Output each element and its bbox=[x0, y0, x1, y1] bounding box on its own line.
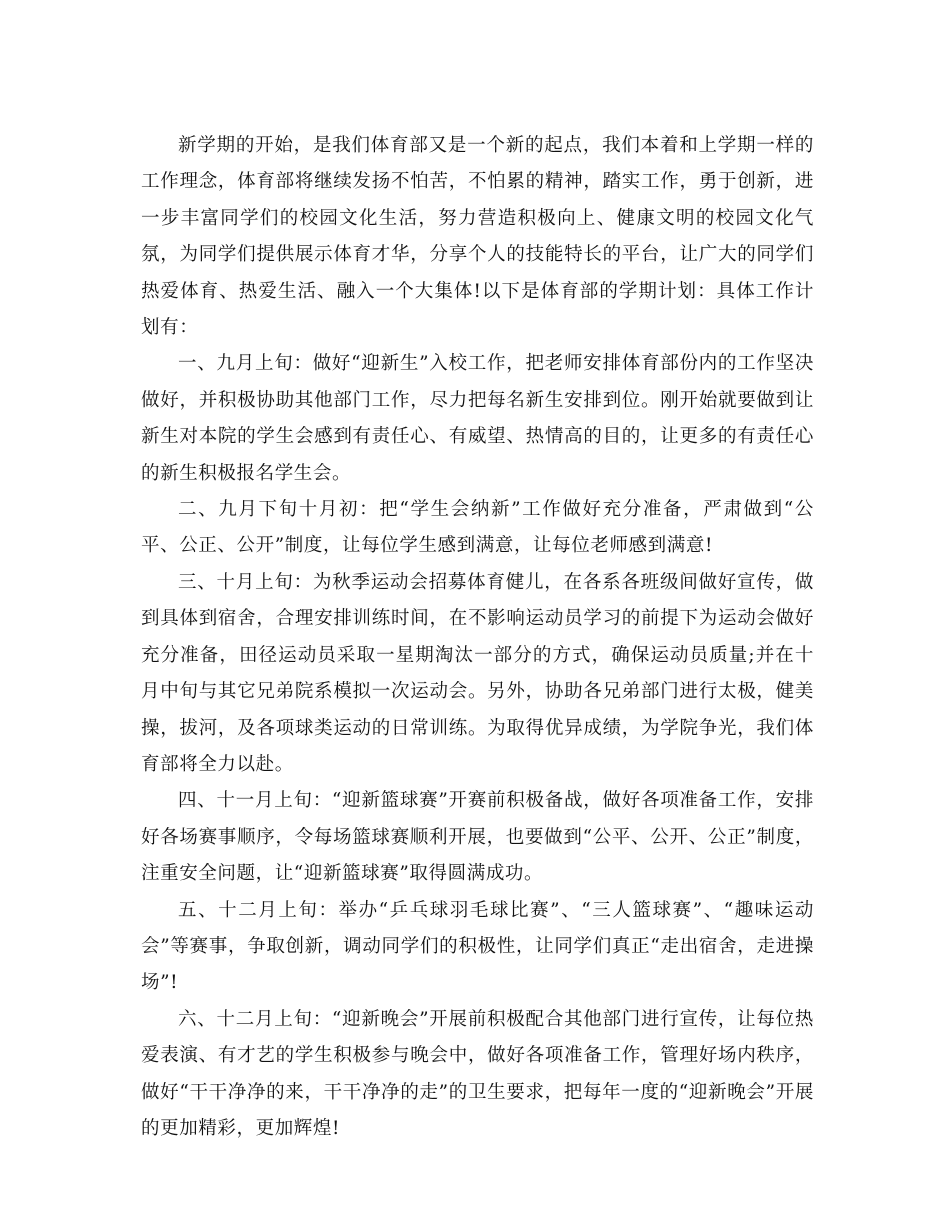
plan-item-september-late: 二、九月下旬十月初：把“学生会纳新”工作做好充分准备，严肃做到“公平、公正、公开”制度，让每位学生感到满意，让每位老师感到满意! bbox=[141, 499, 814, 557]
plan-item-september-early: 一、九月上旬：做好“迎新生”入校工作，把老师安排体育部份内的工作坚决做好，并积极协助其他部门工作，尽力把每名新生安排到位。刚开始就要做到让新生对本院的学生会感到有责任心、有威望、热情高的目的，让更多的有责任心的新生积极报名学生会。 bbox=[141, 353, 814, 484]
plan-item-december-early-sports: 五、十二月上旬：举办“乒乓球羽毛球比赛”、“三人篮球赛”、“趣味运动会”等赛事，争取创新，调动同学们的积极性，让同学们真正“走出宿舍，走进操场”! bbox=[141, 899, 814, 994]
document-page bbox=[141, 128, 814, 1147]
plan-item-october-early: 三、十月上旬：为秋季运动会招募体育健儿，在各系各班级间做好宣传，做到具体到宿舍，合理安排训练时间，在不影响运动员学习的前提下为运动会做好充分准备，田径运动员采取一星期淘汰一部分的方式，确保运动员质量;并在十月中旬与其它兄弟院系模拟一次运动会。另外，协助各兄弟部门进行太极，健美操，拔河，及各项球类运动的日常训练。为取得优异成绩，为学院争光，我们体育部将全力以赴。 bbox=[141, 571, 814, 775]
intro-paragraph: 新学期的开始，是我们体育部又是一个新的起点，我们本着和上学期一样的工作理念，体育部将继续发扬不怕苦，不怕累的精神，踏实工作，勇于创新，进一步丰富同学们的校园文化生活，努力营造积极向上、健康文明的校园文化气氛，为同学们提供展示体育才华，分享个人的技能特长的平台，让广大的同学们热爱体育、热爱生活、融入一个大集体!以下是体育部的学期计划：具体工作计划有： bbox=[141, 135, 814, 339]
plan-item-december-early-gala: 六、十二月上旬：“迎新晚会”开展前积极配合其他部门进行宣传，让每位热爱表演、有才艺的学生积极参与晚会中，做好各项准备工作，管理好场内秩序，做好“干干净净的来，干干净净的走”的卫生要求，把每年一度的“迎新晚会”开展的更加精彩，更加辉煌! bbox=[141, 1008, 814, 1139]
plan-item-november-early: 四、十一月上旬：“迎新篮球赛”开赛前积极备战，做好各项准备工作，安排好各场赛事顺序，令每场篮球赛顺利开展，也要做到“公平、公开、公正”制度，注重安全问题，让“迎新篮球赛”取得圆满成功。 bbox=[141, 790, 814, 885]
